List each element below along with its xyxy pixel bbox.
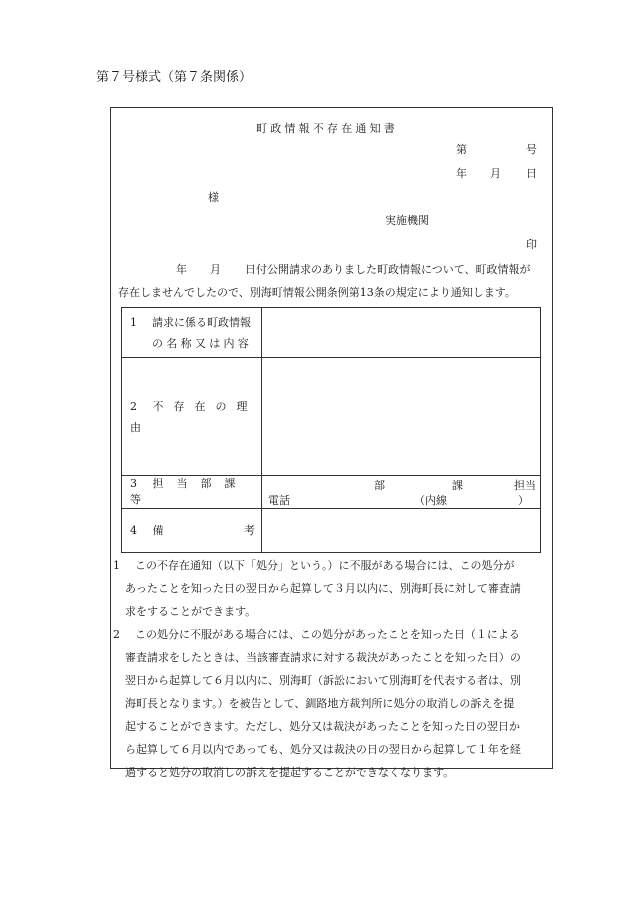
dept-extension-open: （内線: [414, 494, 447, 507]
note-line: この処分に不服がある場合には、この処分があったことを知った日（１による: [135, 628, 520, 641]
note-line: 審査請求をしたときは、当該審査請求に対する裁決があったことを知った日）の: [125, 651, 521, 664]
body-line2: 存在しませんでしたので、別海町情報公開条例第13条の規定により通知します。: [118, 286, 516, 299]
dept-phone: 電話: [268, 494, 290, 507]
value-cell-dept: [262, 476, 541, 509]
value-cell-request[interactable]: [262, 308, 541, 358]
note-line: 起することができます。ただし、処分又は裁決があったことを知った日の翌日か: [125, 720, 521, 733]
date-year: 年: [456, 167, 467, 180]
note-2: [113, 623, 543, 784]
number-dai: 第: [456, 143, 467, 156]
label-cell: [122, 509, 262, 553]
row-number: 4: [130, 524, 137, 537]
info-table: [121, 307, 541, 553]
dept-extension-close: ）: [518, 494, 529, 507]
note-1: [113, 554, 543, 623]
note-line: 翌日から起算して６月以内に、別海町（訴訟において別海町を代表する者は、別: [125, 674, 521, 687]
note-line: あったことを知った日の翌日から起算して３月以内に、別海町長に対して審査請: [125, 582, 521, 595]
notice-title: 町政情報不存在通知書: [256, 122, 398, 135]
note-line: この不存在通知（以下「処分」という。）に不服がある場合には、この処分が: [135, 559, 515, 572]
row2-label: 不存在の理由: [130, 399, 258, 434]
org-label: 実施機関: [385, 214, 429, 227]
date-day: 日: [526, 167, 537, 180]
value-cell-reason[interactable]: [262, 358, 541, 476]
row4-label-right: 考: [244, 524, 255, 537]
label-cell: [122, 476, 262, 509]
dept-tanto: 担当: [514, 479, 536, 492]
row1-label-line1: 請求に係る町政情報: [152, 315, 251, 329]
number-go: 号: [526, 143, 537, 156]
dept-ka: 課: [452, 479, 463, 492]
label-cell: [122, 358, 262, 476]
row-number: 3: [130, 477, 137, 490]
note-line: 過すると処分の取消しの訴えを提起することができなくなります。: [125, 766, 455, 779]
note-number: 2: [113, 628, 120, 641]
table-row: [122, 358, 541, 476]
table-row: [122, 308, 541, 358]
body-month: 月: [210, 263, 221, 276]
dept-bu: 部: [374, 479, 385, 492]
addressee-suffix: 様: [208, 191, 219, 204]
row1-label-line2: の名称又は内容: [152, 336, 253, 350]
row4-label-left: 備: [152, 524, 164, 537]
row3-label: 担当部課等: [130, 477, 249, 506]
note-line: ら起算して６月以内であっても、処分又は裁決の日の翌日から起算して１年を経: [125, 743, 521, 756]
note-number: 1: [113, 559, 120, 572]
form-heading: 第７号様式（第７条関係）: [96, 70, 253, 85]
row-number: 2: [130, 399, 137, 413]
row-number: 1: [130, 315, 137, 329]
table-row: [122, 476, 541, 509]
body-year: 年: [176, 263, 187, 276]
value-cell-remarks[interactable]: [262, 509, 541, 553]
seal-mark: 印: [526, 238, 537, 251]
note-line: 海町長となります。）を被告として、釧路地方裁判所に処分の取消しの訴えを提: [125, 697, 515, 710]
body-line1: 日付公開請求のありました町政情報について、町政情報が: [245, 263, 531, 276]
date-month: 月: [490, 167, 501, 180]
note-line: 求をすることができます。: [125, 605, 257, 618]
table-row: [122, 509, 541, 553]
label-cell: [122, 308, 262, 358]
